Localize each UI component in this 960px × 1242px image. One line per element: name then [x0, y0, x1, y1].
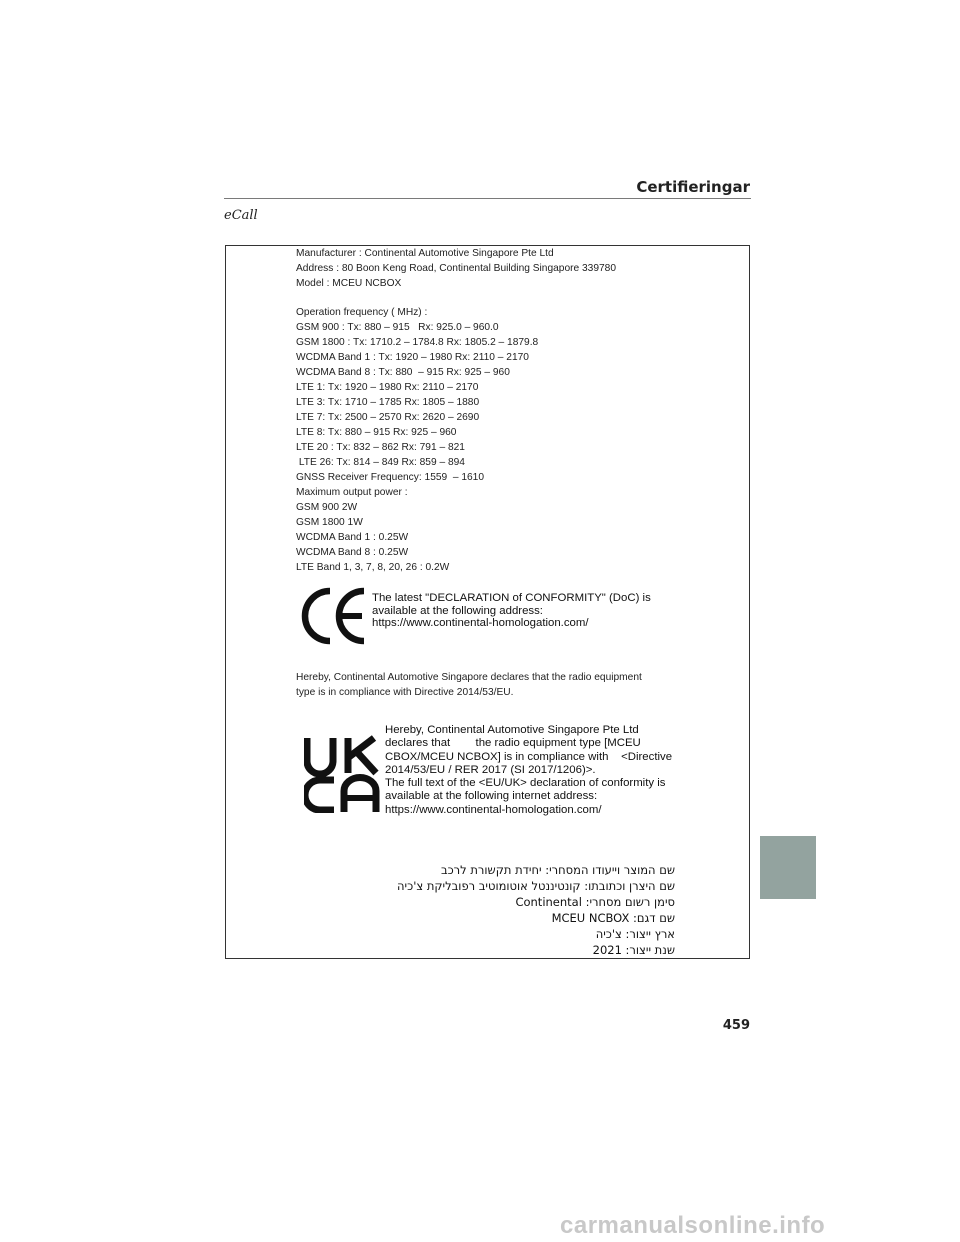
ce-mark-icon [300, 585, 368, 647]
ukca-line: available at the following internet address: [385, 790, 598, 803]
ukca-url: https://www.continental-homologation.com/ [385, 803, 602, 816]
manufacturer-info [296, 246, 616, 291]
info-line: LTE 1: Tx: 1920 – 1980 Rx: 2110 – 2170 [296, 382, 479, 393]
info-line: GNSS Receiver Frequency: 1559 – 1610 [296, 472, 485, 483]
hebrew-declaration [380, 862, 675, 958]
hebrew-line: סימן רשום מסחרי: Continental [515, 895, 675, 909]
ukca-line: 2014/53/EU / RER 2017 (SI 2017/1206)>. [385, 763, 596, 776]
hebrew-line: שנת ייצור: 2021 [592, 943, 675, 957]
hebrew-line: ארץ ייצור: צ'כיה [595, 927, 675, 941]
info-line: WCDMA Band 8 : 0.25W [296, 547, 409, 558]
doc-url: https://www.continental-homologation.com/ [372, 617, 589, 629]
declaration-line: type is in compliance with Directive 2014/53/EU. [296, 687, 514, 698]
ukca-mark-icon [304, 735, 380, 813]
info-line: LTE 3: Tx: 1710 – 1785 Rx: 1805 – 1880 [296, 397, 480, 408]
info-line: Operation frequency ( MHz) : [296, 307, 428, 318]
info-line: Address : 80 Boon Keng Road, Continental Building Singapore 339780 [296, 263, 617, 274]
info-line: WCDMA Band 1 : 0.25W [296, 532, 409, 543]
info-line: LTE 26: Tx: 814 – 849 Rx: 859 – 894 [296, 457, 465, 468]
info-line: GSM 900 : Tx: 880 – 915 Rx: 925.0 – 960.0 [296, 322, 499, 333]
ukca-line: declares that the radio equipment type [MCEU [385, 737, 641, 750]
info-line: WCDMA Band 8 : Tx: 880 – 915 Rx: 925 – 960 [296, 367, 510, 378]
info-line: WCDMA Band 1 : Tx: 1920 – 1980 Rx: 2110 – 2170 [296, 352, 529, 363]
info-line: LTE Band 1, 3, 7, 8, 20, 26 : 0.2W [296, 562, 450, 573]
doc-line: The latest "DECLARATION of CONFORMITY" (DoC) is [372, 592, 651, 604]
doc-line: available at the following address: [372, 604, 543, 617]
info-line: GSM 1800 1W [296, 517, 363, 528]
hebrew-line: שם המוצר וייעודו המסחרי: יחידת תקשורת לרכב [440, 863, 675, 877]
info-line: Model : MCEU NCBOX [296, 278, 402, 289]
info-line: LTE 20 : Tx: 832 – 862 Rx: 791 – 821 [296, 442, 465, 453]
info-line: LTE 7: Tx: 2500 – 2570 Rx: 2620 – 2690 [296, 412, 480, 423]
info-line: Manufacturer : Continental Automotive Singapore Pte Ltd [296, 248, 554, 259]
doc-availability [372, 592, 651, 630]
info-line: GSM 1800 : Tx: 1710.2 – 1784.8 Rx: 1805.2 – 1879.8 [296, 337, 539, 348]
watermark: carmanualsonline.info [560, 1212, 826, 1239]
hebrew-line: שם היצרן וכתובתו: קונטיננטל אוטומוטיב רפובליקת צ'כיה [397, 879, 675, 893]
frequency-info [296, 305, 538, 575]
ukca-line: Hereby, Continental Automotive Singapore Pte Ltd [385, 724, 639, 736]
ukca-line: The full text of the <EU/UK> declaration of conformity is [385, 777, 666, 790]
chapter-tab [760, 836, 816, 899]
info-line: GSM 900 2W [296, 502, 358, 513]
ukca-line: CBOX/MCEU NCBOX] is in compliance with <Directive [385, 750, 673, 763]
info-line: Maximum output power : [296, 487, 408, 498]
ukca-declaration [385, 724, 672, 817]
declaration-line: Hereby, Continental Automotive Singapore declares that the radio equipment [296, 672, 642, 683]
page-number: 459 [722, 1018, 750, 1033]
page-subtitle: eCall [224, 208, 258, 223]
header-divider [224, 198, 751, 199]
section-title: Certifieringar [636, 178, 750, 196]
info-line: LTE 8: Tx: 880 – 915 Rx: 925 – 960 [296, 427, 457, 438]
eu-declaration [296, 670, 642, 700]
hebrew-line: שם דגם: MCEU NCBOX [551, 911, 675, 925]
